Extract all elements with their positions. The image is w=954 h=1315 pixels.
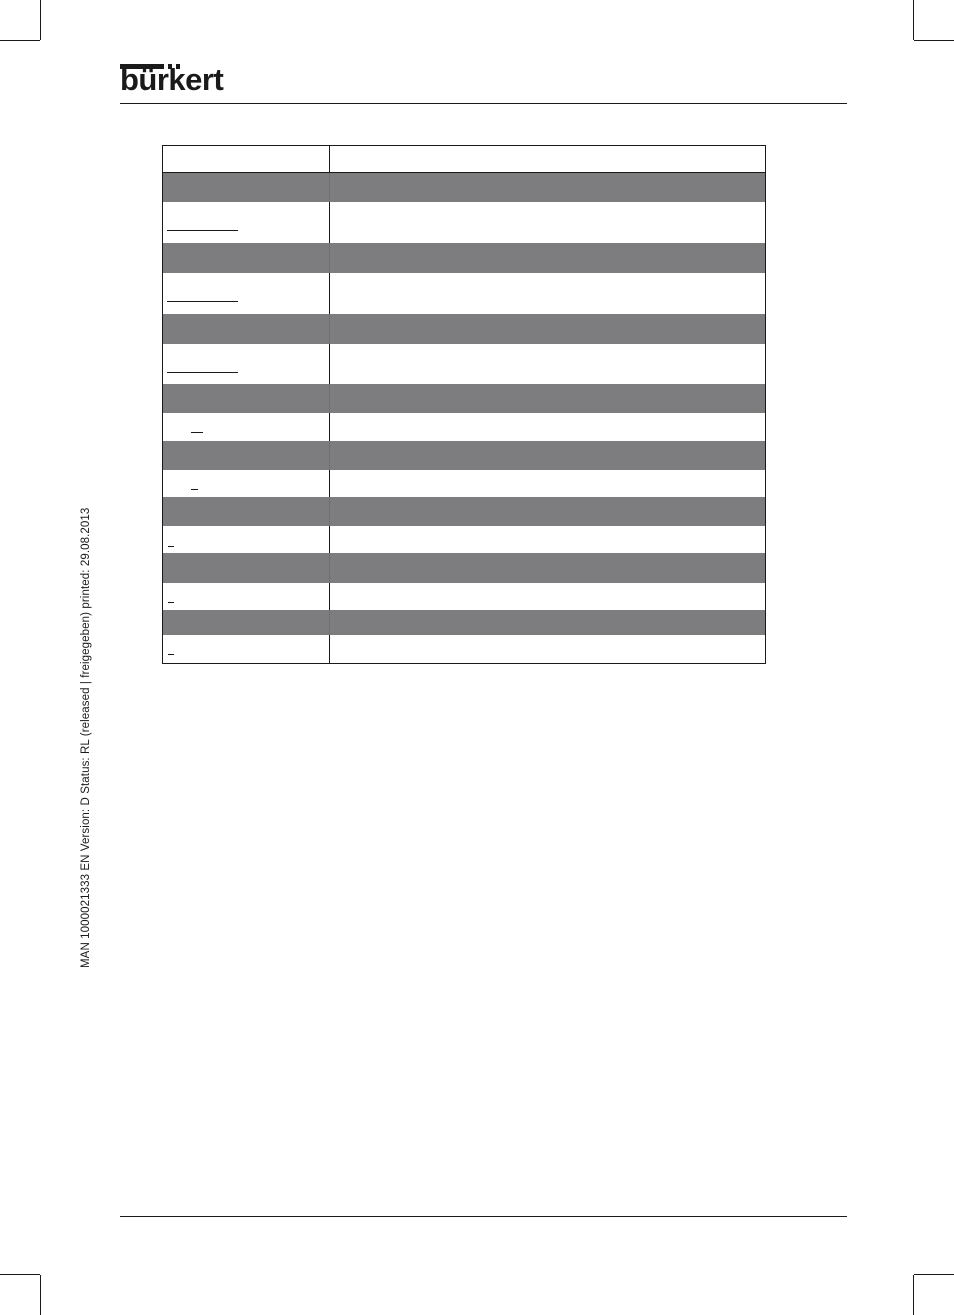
table-cell-right xyxy=(330,583,765,610)
table-cell-right xyxy=(330,413,765,441)
table-row xyxy=(163,413,765,441)
table-cell-right xyxy=(330,173,765,202)
footer-rule xyxy=(120,1216,847,1217)
table-row xyxy=(163,146,765,173)
table-row-shaded xyxy=(163,384,765,413)
table-cell-right xyxy=(330,202,765,243)
table-cell-left xyxy=(163,243,330,273)
crop-mark-top-left-h xyxy=(0,40,40,41)
underline-mark xyxy=(167,372,238,373)
table-cell-right xyxy=(330,526,765,553)
table-cell-left xyxy=(163,384,330,413)
underline-mark xyxy=(167,301,238,302)
table-row xyxy=(163,344,765,384)
table-cell-left xyxy=(163,526,330,553)
table-cell-left xyxy=(163,344,330,384)
crop-mark-top-left-v xyxy=(40,0,41,40)
table-row-shaded xyxy=(163,497,765,526)
table-row xyxy=(163,470,765,497)
table-cell-left xyxy=(163,635,330,663)
crop-mark-bottom-left-h xyxy=(0,1274,40,1275)
table-row xyxy=(163,273,765,314)
underline-mark xyxy=(168,602,174,603)
table-cell-right xyxy=(330,441,765,470)
underline-mark xyxy=(167,230,238,231)
table-cell-right xyxy=(330,314,765,344)
table-cell-left xyxy=(163,583,330,610)
table-cell-right xyxy=(330,635,765,663)
table-cell-left xyxy=(163,497,330,526)
underline-mark xyxy=(191,489,198,490)
table-cell-right xyxy=(330,470,765,497)
underline-mark xyxy=(191,432,203,433)
crop-mark-top-right-v xyxy=(913,0,914,40)
table-cell-right xyxy=(330,497,765,526)
table-row xyxy=(163,202,765,243)
underline-mark xyxy=(168,654,174,655)
table-row xyxy=(163,583,765,610)
crop-mark-bottom-right-v xyxy=(913,1275,914,1315)
table-cell-left xyxy=(163,553,330,583)
table-cell-left xyxy=(163,146,330,172)
table-cell-left xyxy=(163,173,330,202)
table-row-shaded xyxy=(163,243,765,273)
table-cell-left xyxy=(163,273,330,314)
header-rule xyxy=(120,103,847,104)
table-row-shaded xyxy=(163,553,765,583)
table-cell-right xyxy=(330,243,765,273)
brand-logo: bürkert xyxy=(120,62,224,97)
table-cell-right xyxy=(330,273,765,314)
crop-mark-bottom-right-h xyxy=(914,1274,954,1275)
table-row-shaded xyxy=(163,441,765,470)
table-row-shaded xyxy=(163,314,765,344)
table-cell-left xyxy=(163,610,330,635)
data-table xyxy=(162,145,766,664)
table-cell-left xyxy=(163,202,330,243)
table-cell-right xyxy=(330,610,765,635)
crop-mark-top-right-h xyxy=(914,40,954,41)
table-cell-left xyxy=(163,441,330,470)
crop-mark-bottom-left-v xyxy=(40,1275,41,1315)
table-row xyxy=(163,635,765,663)
table-cell-right xyxy=(330,146,765,172)
table-row xyxy=(163,526,765,553)
table-cell-right xyxy=(330,384,765,413)
table-cell-left xyxy=(163,413,330,441)
table-row-shaded xyxy=(163,610,765,635)
document-info-sidebar: MAN 1000021333 EN Version: D Status: RL (released | freigegeben) printed: 29.08.2013 xyxy=(80,507,92,968)
table-cell-right xyxy=(330,344,765,384)
table-row-shaded xyxy=(163,173,765,202)
table-cell-left xyxy=(163,470,330,497)
table-cell-right xyxy=(330,553,765,583)
table-cell-left xyxy=(163,314,330,344)
underline-mark xyxy=(168,546,174,547)
